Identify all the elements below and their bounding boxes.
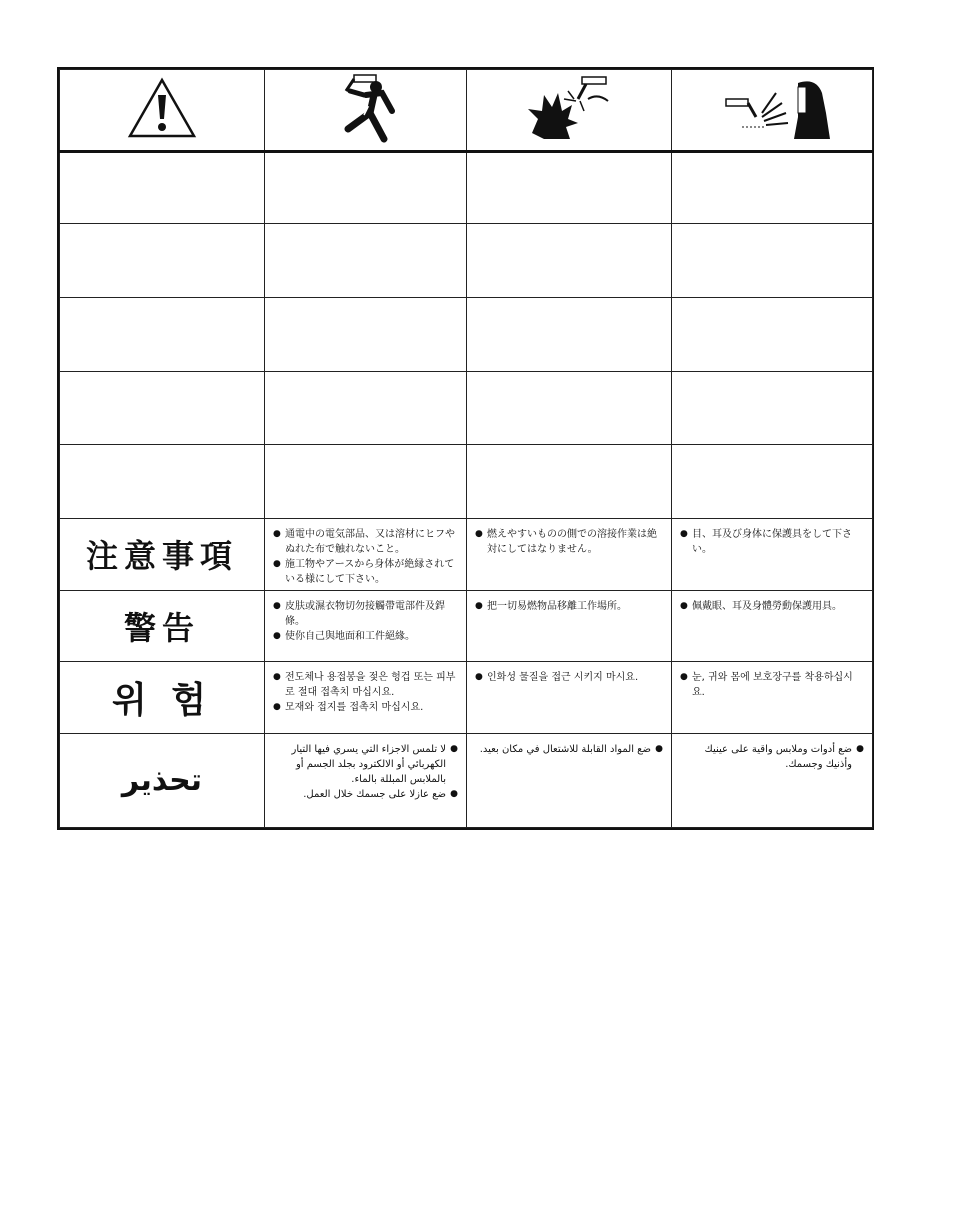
fire-warning-cell <box>467 590 672 662</box>
arc-rays-warning-cell <box>672 734 873 828</box>
warning-bullet: ● 皮肤或濕衣物切勿接觸帶電部件及銲條。 <box>273 599 458 629</box>
fire-warning-cell <box>467 519 672 591</box>
language-label: تحذير <box>60 734 265 828</box>
warning-bullet: ● 把一切易燃物品移離工作場所。 <box>475 599 663 614</box>
arc-rays-warning-cell <box>672 662 873 734</box>
language-row-chinese <box>60 590 873 662</box>
warning-bullet: ● 전도체나 용접봉을 젖은 헝겁 또는 피부로 절대 접촉치 마십시요. <box>273 670 458 700</box>
arc-rays-helmet-icon <box>712 73 832 143</box>
warning-bullet: ● 目、耳及び身体に保護具をして下さい。 <box>680 527 864 557</box>
electric-shock-warning-cell <box>265 590 467 662</box>
warning-bullet: ● 모재와 접지를 접촉치 마십시요. <box>273 700 458 715</box>
warning-bullet: ● 通電中の電気部品、又は溶材にヒフやぬれた布で触れないこと。 <box>273 527 458 557</box>
warning-bullet: ● 인화성 물질을 접근 시키지 마시요. <box>475 670 663 685</box>
warning-bullet: ● لا تلمس الاجزاء التي يسري فيها التيار الكهربائي أو الالكترود بجلد الجسم أو بالملابس المبللة بالماء. <box>273 742 458 787</box>
electric-shock-icon <box>326 73 406 143</box>
warning-bullet: ● 使你自己與地面和工件絕緣。 <box>273 629 458 644</box>
blank-row-2 <box>60 224 873 298</box>
electric-shock-warning-cell <box>265 519 467 591</box>
warning-bullet: ● ضع عازلا على جسمك خلال العمل. <box>273 787 458 802</box>
fire-explosion-icon <box>524 73 614 143</box>
icon-header-row <box>60 70 873 152</box>
warning-bullet: ● ضع المواد القابلة للاشتعال في مكان بعيد. <box>475 742 663 757</box>
blank-row-1 <box>60 151 873 224</box>
blank-row-3 <box>60 298 873 372</box>
warning-bullet: ● 燃えやすいものの側での溶接作業は絶対にしてはなりません。 <box>475 527 663 557</box>
blank-row-5 <box>60 445 873 519</box>
header-cell-fire-explosion <box>467 70 672 152</box>
warning-bullet: ● 施工物やアースから身体が絶縁されている様にして下さい。 <box>273 557 458 587</box>
language-row-arabic <box>60 734 873 828</box>
language-label: 위 험 <box>60 662 265 734</box>
language-label: 警告 <box>60 590 265 662</box>
fire-warning-cell <box>467 734 672 828</box>
safety-warning-table-frame <box>57 67 874 830</box>
fire-warning-cell <box>467 662 672 734</box>
blank-row-4 <box>60 371 873 445</box>
language-label: 注意事項 <box>60 519 265 591</box>
warning-bullet: ● 佩戴眼、耳及身體勞動保護用具。 <box>680 599 864 614</box>
language-row-korean <box>60 662 873 734</box>
header-cell-warning <box>60 70 265 152</box>
language-row-japanese <box>60 519 873 591</box>
warning-bullet: ● ضع أدوات وملابس واقية على عينيك وأذنيك وجسمك. <box>680 742 864 772</box>
warning-bullet: ● 눈, 귀와 몸에 보호장구를 착용하십시요. <box>680 670 864 700</box>
header-cell-arc-rays <box>672 70 873 152</box>
electric-shock-warning-cell <box>265 662 467 734</box>
warning-triangle-icon <box>127 77 197 139</box>
safety-warning-table <box>59 69 873 828</box>
arc-rays-warning-cell <box>672 519 873 591</box>
electric-shock-warning-cell <box>265 734 467 828</box>
header-cell-electric-shock <box>265 70 467 152</box>
arc-rays-warning-cell <box>672 590 873 662</box>
